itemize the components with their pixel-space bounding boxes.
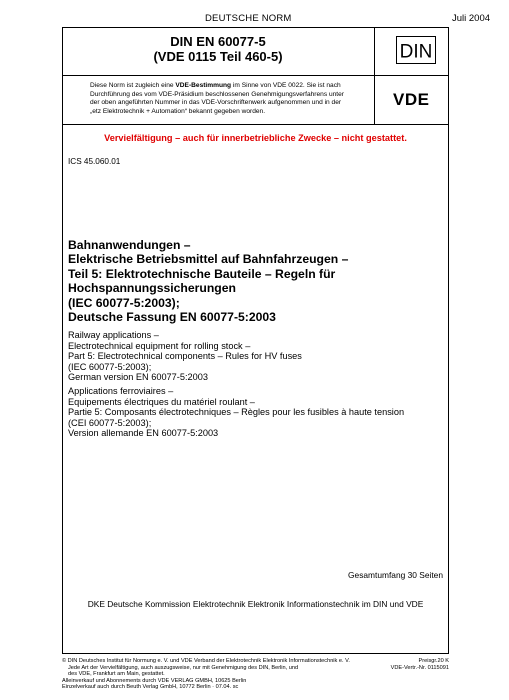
- title-french-line: Equipements électriques du matériel roulant –: [68, 396, 255, 407]
- vde-contract-number: VDE-Vertr.-Nr. 0115091: [390, 664, 449, 671]
- footer-line: © DIN Deutsches Institut für Normung e. V. und VDE Verband der Elektrotechnik Elektronik Informationstechnik e. V.: [62, 658, 350, 664]
- footer-line: Jede Art der Vervielfältigung, auch auszugsweise, nur mit Genehmigung des DIN, Berlin, und: [68, 664, 299, 671]
- document-number: DIN EN 60077-5: [170, 34, 266, 49]
- header-standard-type: DEUTSCHE NORM: [205, 13, 292, 24]
- title-english-line: Electrotechnical equipment for rolling stock –: [68, 340, 251, 351]
- footer-price: [391, 658, 449, 671]
- title-german: [68, 238, 348, 324]
- header-date: Juli 2004: [452, 13, 491, 24]
- divider: [374, 27, 375, 125]
- dke-line: DKE Deutsche Kommission Elektrotechnik Elektronik Informationstechnik im DIN und VDE: [87, 599, 424, 609]
- divider: [62, 75, 449, 76]
- vde-logo: VDE: [393, 90, 430, 109]
- total-pages: Gesamtumfang 30 Seiten: [348, 570, 443, 580]
- price-group: Preisgr.20 K: [418, 658, 449, 664]
- title-german-line: Elektrische Betriebsmittel auf Bahnfahrzeugen –: [68, 252, 349, 267]
- title-english: [68, 330, 302, 383]
- divider: [62, 124, 449, 125]
- din-logo: [396, 36, 436, 64]
- footer-line: des VDE, Frankfurt am Main, gestattet.: [68, 671, 165, 678]
- footer-line: Einzelverkauf auch durch Beuth Verlag GmbH, 10772 Berlin · 07.04. sc: [62, 684, 239, 691]
- title-french-line: (CEI 60077-5:2003);: [68, 417, 152, 428]
- title-english-line: Railway applications –: [68, 330, 159, 340]
- vde-note-line: Durchführung des vom VDE-Präsidium beschlossenen Genehmigungsverfahrens unter: [90, 90, 344, 98]
- title-french-line: Applications ferroviaires –: [68, 386, 174, 396]
- copy-warning: Vervielfältigung – auch für innerbetriebliche Zwecke – nicht gestattet.: [104, 133, 407, 143]
- title-english-line: (IEC 60077-5:2003);: [68, 361, 152, 372]
- title-english-line: Part 5: Electrotechnical components – Rules for HV fuses: [68, 351, 302, 362]
- title-german-line: Deutsche Fassung EN 60077-5:2003: [68, 310, 276, 325]
- vde-note-line: Diese Norm ist zugleich eine VDE-Bestimmung im Sinne von VDE 0022. Sie ist nach: [90, 82, 341, 89]
- title-german-line: Bahnanwendungen –: [68, 238, 191, 252]
- ics-code: ICS 45.060.01: [68, 157, 121, 166]
- document-number-block: [62, 34, 374, 64]
- vde-note-line: der oben angeführten Nummer in das VDE-Vorschriftenwerk aufgenommen und in der: [90, 99, 342, 107]
- footer-line: Alleinverkauf und Abonnements durch VDE VERLAG GMBH, 10625 Berlin: [62, 677, 247, 684]
- title-german-line: Hochspannungssicherungen: [68, 281, 236, 296]
- title-english-line: German version EN 60077-5:2003: [68, 372, 208, 383]
- vde-note-line: „etz Elektrotechnik + Automation“ bekannt gegeben worden.: [90, 107, 266, 115]
- title-french-line: Partie 5: Composants électrotechniques – Règles pour les fusibles à haute tension: [68, 407, 405, 418]
- footer-copyright: [62, 658, 350, 691]
- title-french: [68, 386, 404, 439]
- title-german-line: (IEC 60077-5:2003);: [68, 295, 180, 310]
- din-logo-text: DIN: [399, 41, 433, 63]
- title-french-line: Version allemande EN 60077-5:2003: [68, 428, 219, 439]
- vde-classification: (VDE 0115 Teil 460-5): [153, 49, 283, 64]
- title-german-line: Teil 5: Elektrotechnische Bauteile – Regeln für: [68, 266, 336, 281]
- vde-note: [90, 82, 372, 116]
